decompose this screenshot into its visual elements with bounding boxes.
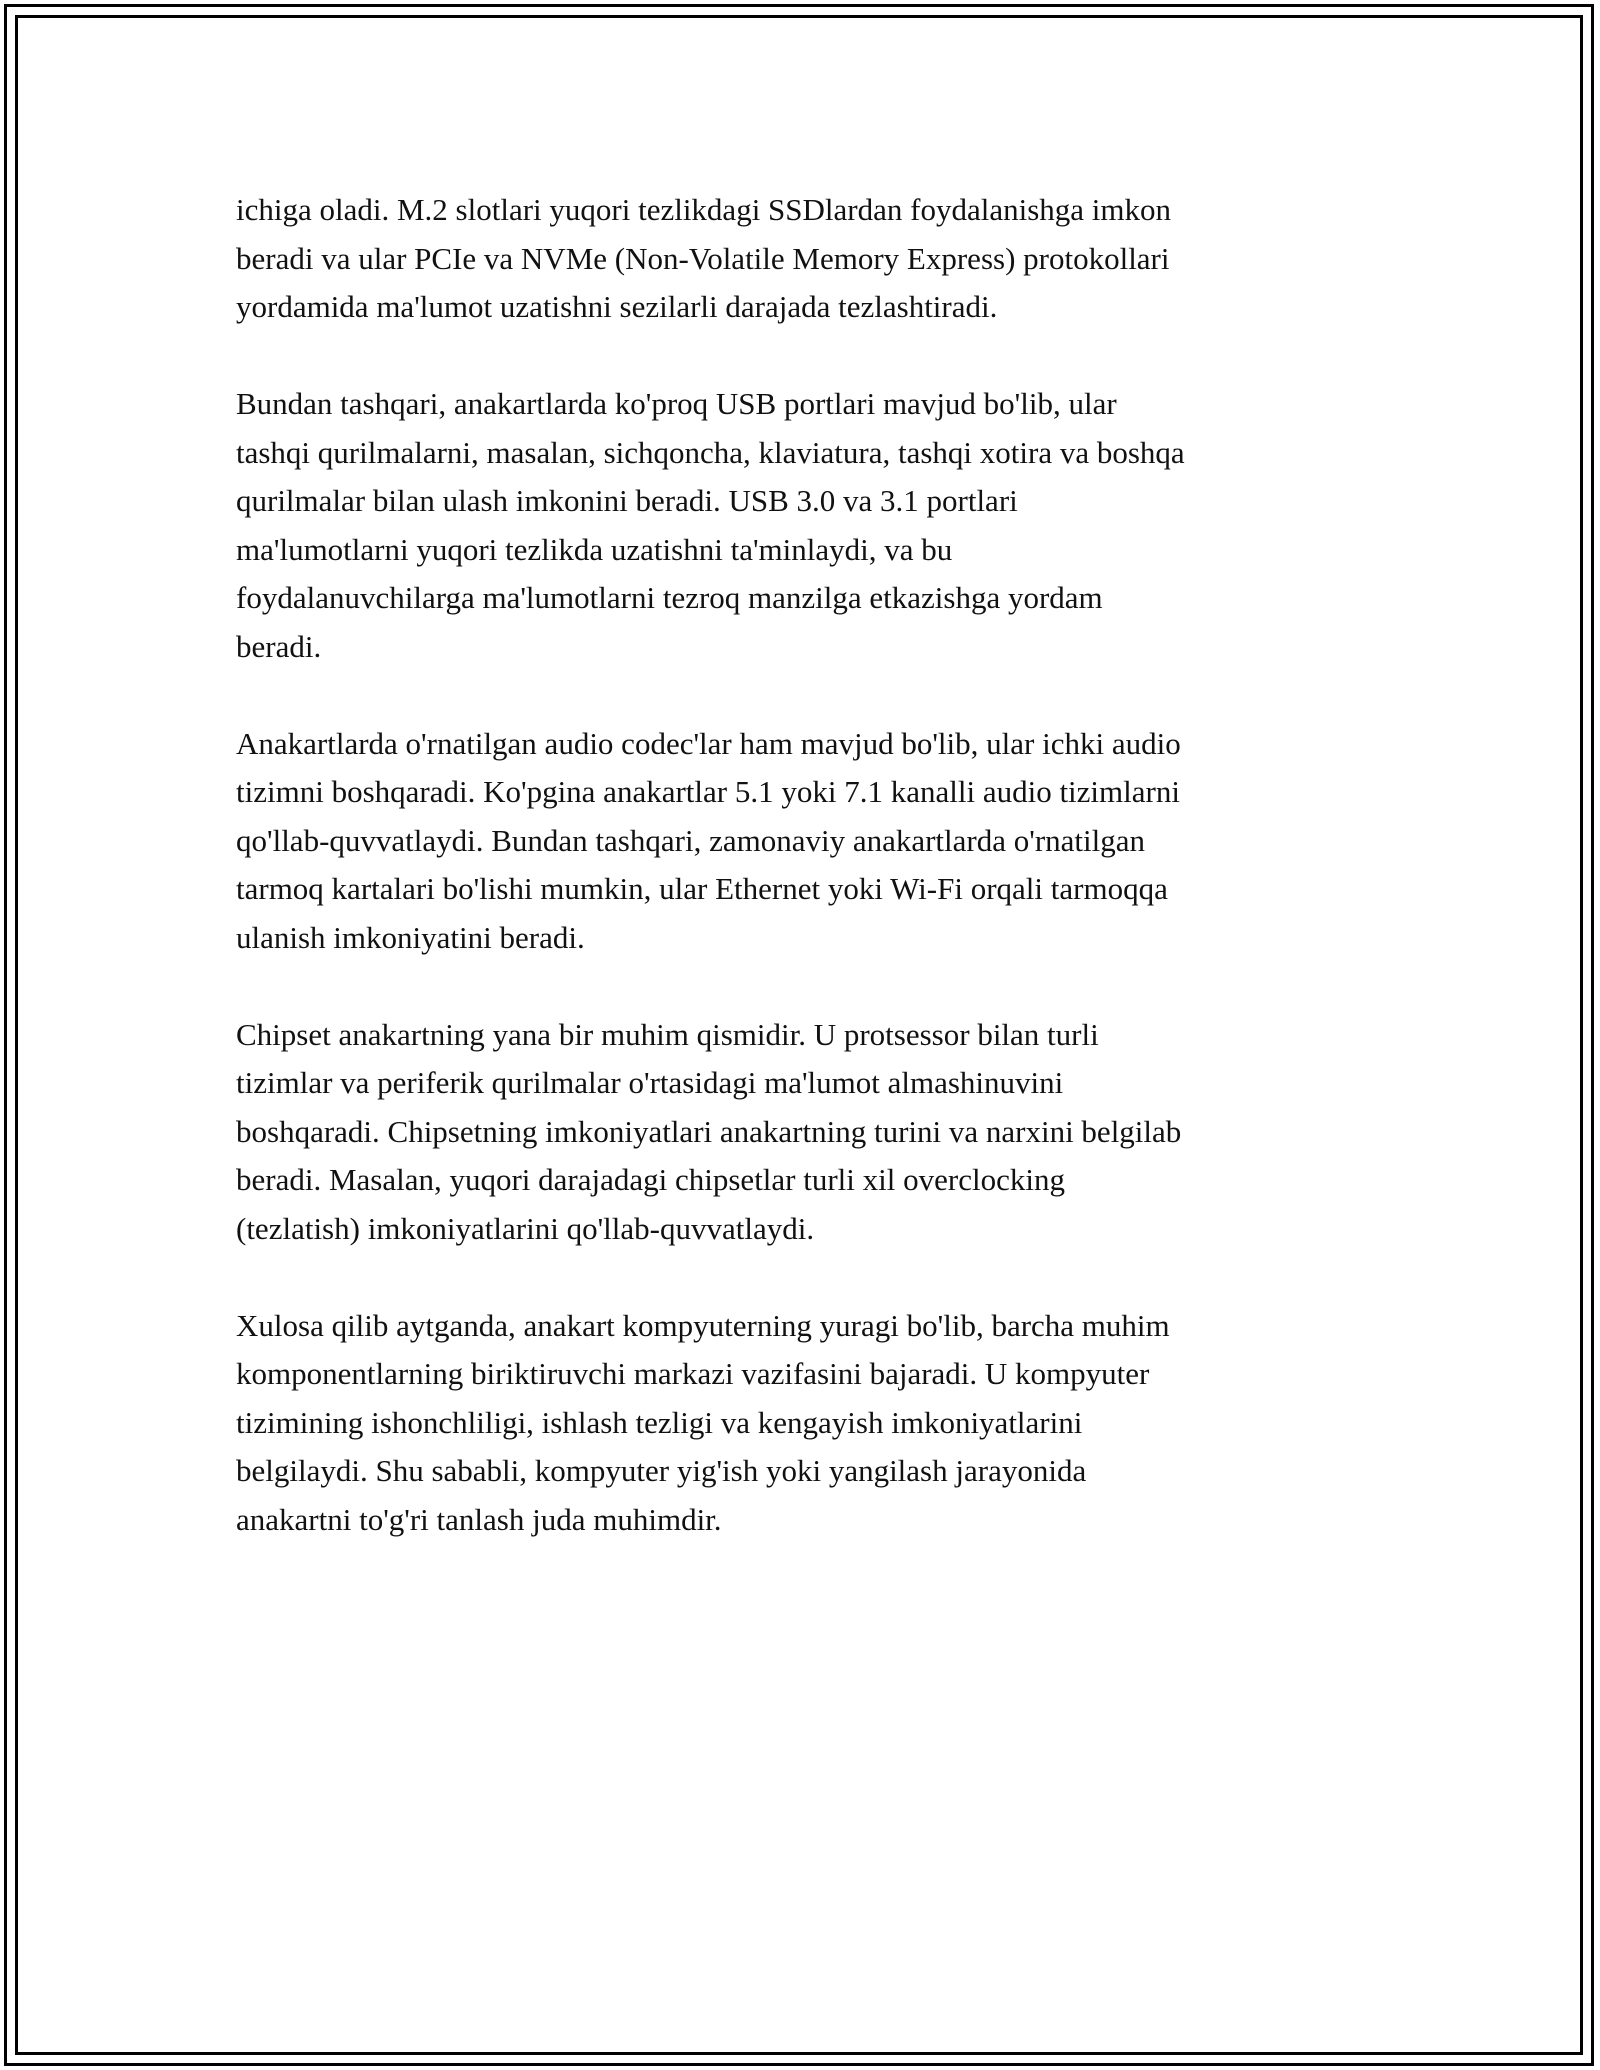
text-line: tarmoq kartalari bo'lishi mumkin, ular Ethernet yoki Wi-Fi orqali tarmoqqa (236, 871, 1168, 906)
text-line: ma'lumotlarni yuqori tezlikda uzatishni ta'minlaydi, va bu (236, 531, 953, 567)
text-line: tizimlar va periferik qurilmalar o'rtasidagi ma'lumot almashinuvini (236, 1065, 1064, 1100)
text-line: qo'llab-quvvatlaydi. Bundan tashqari, zamonaviy anakartlarda o'rnatilgan (236, 822, 1146, 858)
text-line: Bundan tashqari, anakartlarda ko'proq USB portlari mavjud bo'lib, ular (236, 386, 1117, 421)
text-line: tizimining ishonchliligi, ishlash tezligi va kengayish imkoniyatlarini (236, 1404, 1083, 1440)
text-line: Anakartlarda o'rnatilgan audio codec'lar ham mavjud bo'lib, ular ichki audio (236, 725, 1181, 761)
paragraph-conclusion (236, 1302, 1370, 1545)
paragraph-audio-network (236, 720, 1370, 963)
text-line: qurilmalar bilan ulash imkonini beradi. USB 3.0 va 3.1 portlari (236, 483, 1018, 518)
text-line: beradi va ular PCIe va NVMe (Non-Volatile Memory Express) protokollari (236, 240, 1170, 276)
text-line: anakartni to'g'ri tanlash juda muhimdir. (236, 1501, 722, 1537)
text-line: komponentlarning biriktiruvchi markazi vazifasini bajaradi. U kompyuter (236, 1356, 1150, 1391)
paragraph-usb-ports (236, 380, 1370, 671)
text-line: Chipset anakartning yana bir muhim qismidir. U protsessor bilan turli (236, 1016, 1099, 1052)
text-line: Xulosa qilib aytganda, anakart kompyuterning yuragi bo'lib, barcha muhim (236, 1307, 1170, 1343)
text-line: tizimni boshqaradi. Ko'pgina anakartlar 5.1 yoki 7.1 kanalli audio tizimlarni (236, 774, 1180, 809)
text-line: tashqi qurilmalarni, masalan, sichqoncha, klaviatura, tashqi xotira va boshqa (236, 434, 1185, 470)
document-body (236, 186, 1370, 1593)
text-line: yordamida ma'lumot uzatishni sezilarli darajada tezlashtiradi. (236, 289, 998, 324)
text-line: boshqaradi. Chipsetning imkoniyatlari anakartning turini va narxini belgilab (236, 1113, 1182, 1149)
text-line: beradi. (236, 628, 322, 664)
text-line: (tezlatish) imkoniyatlarini qo'llab-quvvatlaydi. (236, 1210, 815, 1246)
text-line: ichiga oladi. M.2 slotlari yuqori tezlikdagi SSDlardan foydalanishga imkon (236, 192, 1171, 227)
paragraph-chipset (236, 1011, 1370, 1254)
text-line: belgilaydi. Shu sababli, kompyuter yig'ish yoki yangilash jarayonida (236, 1453, 1087, 1488)
paragraph-m2-slots (236, 186, 1370, 332)
text-line: foydalanuvchilarga ma'lumotlarni tezroq manzilga etkazishga yordam (236, 580, 1103, 615)
text-line: ulanish imkoniyatini beradi. (236, 919, 585, 955)
text-line: beradi. Masalan, yuqori darajadagi chipsetlar turli xil overclocking (236, 1162, 1065, 1197)
